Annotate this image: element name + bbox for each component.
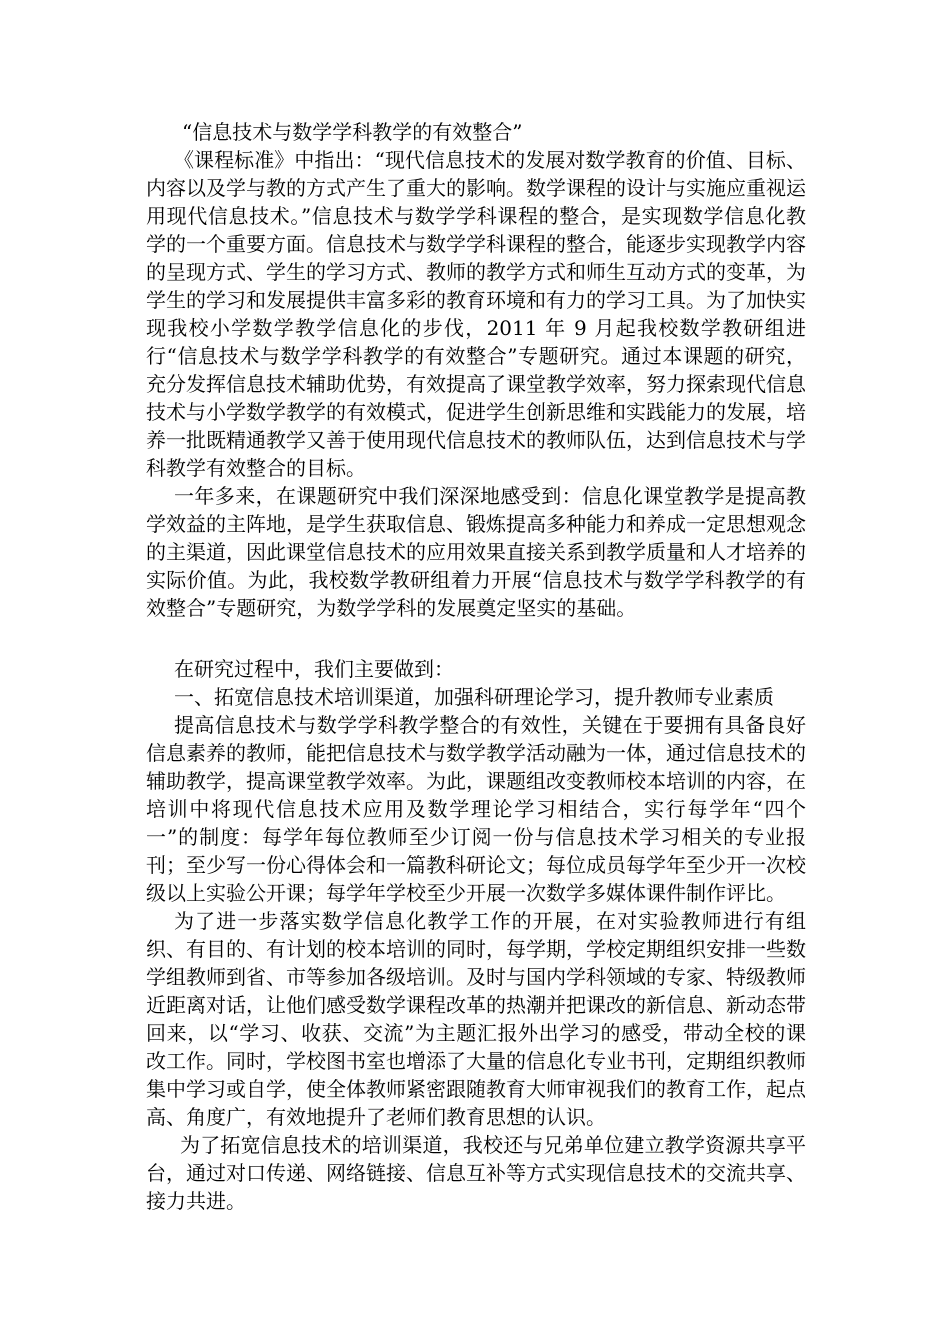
- paragraph-process-intro: 在研究过程中，我们主要做到：: [174, 657, 454, 681]
- document-body: [146, 118, 806, 1215]
- paragraph-further-training: 为了进一步落实数学信息化教学工作的开展，在对实验教师进行有组织、有目的、有计划的校本培训的同时，每学期，学校定期组织安排一些数学组教师到省、市等参加各级培训。及时与国内学科领域的专家、特级教师近距离对话，让他们感受数学课程改革的热潮并把课改的新信息、新动态带回来，以“学习、收获、交流”为主题汇报外出学习的感受，带动全校的课改工作。同时，学校图书室也增添了大量的信息化专业书刊，定期组织教师集中学习或自学，使全体教师紧密跟随教育大师审视我们的教育工作，起点高、角度广，有效地提升了老师们教育思想的认识。: [146, 909, 806, 1129]
- paragraph-experience: 一年多来，在课题研究中我们深深地感受到：信息化课堂教学是提高教学效益的主阵地，是学生获取信息、锻炼提高多种能力和养成一定思想观念的主渠道，因此课堂信息技术的应用效果直接关系到教学质量和人才培养的实际价值。为此，我校数学教研组着力开展“信息技术与数学学科教学的有效整合”专题研究，为数学学科的发展奠定坚实的基础。: [146, 484, 806, 620]
- section-heading-1: 一、拓宽信息技术培训渠道，加强科研理论学习，提升教师专业素质: [174, 685, 774, 709]
- paragraph-intro: 《课程标准》中指出：“现代信息技术的发展对数学教育的价值、目标、内容以及学与教的方式产生了重大的影响。数学课程的设计与实施应重视运用现代信息技术。”信息技术与数学学科课程的整合，是实现数学信息化教学的一个重要方面。信息技术与数学学科课程的整合，能逐步实现教学内容的呈现方式、学生的学习方式、教师的教学方式和师生互动方式的变革，为学生的学习和发展提供丰富多彩的教育环境和有力的学习工具。为了加快实现我校小学数学教学信息化的步伐，2011 年 9 月起我校数学教研组进行“信息技术与数学学科教学的有效整合”专题研究。通过本课题的研究，充分发挥信息技术辅助优势，有效提高了课堂教学效率，努力探索现代信息技术与小学数学教学的有效模式，促进学生创新思维和实践能力的发展，培养一批既精通教学又善于使用现代信息技术的教师队伍，达到信息技术与学科教学有效整合的目标。: [146, 148, 806, 480]
- document-title: “信息技术与数学学科教学的有效整合”: [182, 120, 523, 144]
- paragraph-training: 提高信息技术与数学学科教学整合的有效性，关键在于要拥有具备良好信息素养的教师，能把信息技术与数学教学活动融为一体，通过信息技术的辅助教学，提高课堂教学效率。为此，课题组改变教师校本培训的内容，在培训中将现代信息技术应用及数学理论学习相结合，实行每学年“四个一”的制度：每学年每位教师至少订阅一份与信息技术学习相关的专业报刊；至少写一份心得体会和一篇教科研论文；每位成员每学年至少开一次校级以上实验公开课；每学年学校至少开展一次数学多媒体课件制作评比。: [146, 713, 806, 905]
- paragraph-resource-sharing: 为了拓宽信息技术的培训渠道，我校还与兄弟单位建立教学资源共享平台，通过对口传递、网络链接、信息互补等方式实现信息技术的交流共享、接力共进。: [146, 1133, 806, 1213]
